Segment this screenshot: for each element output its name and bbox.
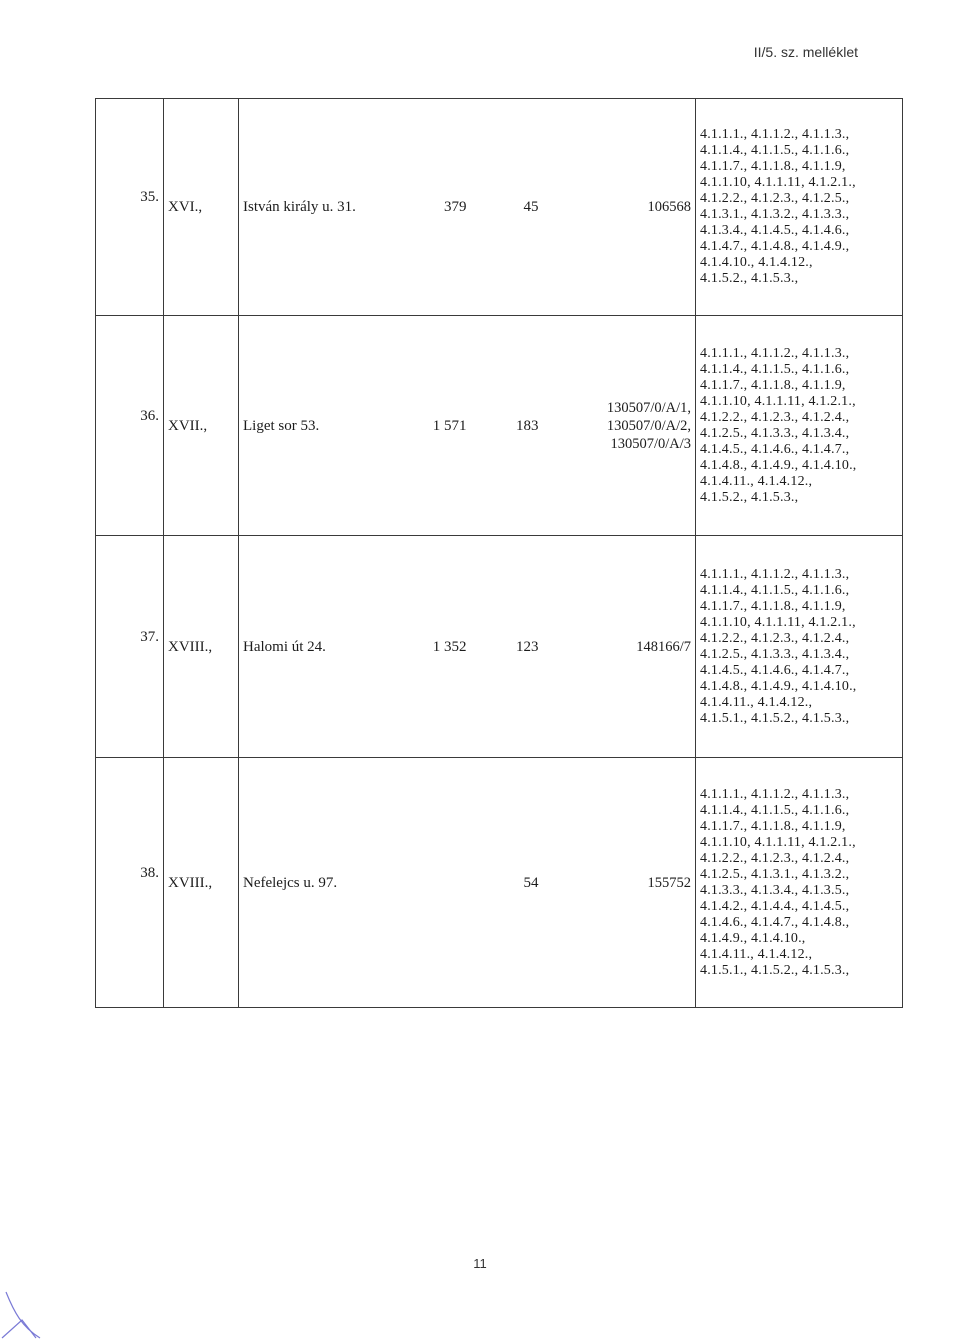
parcel-number: 130507/0/A/1, 130507/0/A/2, 130507/0/A/3 — [543, 316, 696, 536]
address: Liget sor 53. — [239, 316, 399, 536]
area: 1 352 — [399, 536, 471, 758]
property-table — [95, 98, 903, 1008]
district: XVI., — [164, 99, 239, 316]
area: 1 571 — [399, 316, 471, 536]
code-list: 4.1.1.1., 4.1.1.2., 4.1.1.3., 4.1.1.4., 4.1.1.5., 4.1.1.6., 4.1.1.7., 4.1.1.8., 4.1.1.9, 4.1.1.10, 4.1.1.11, 4.1.2.1., 4.1.2.2., 4.1.2.3., 4.1.2.4., 4.1.2.5., 4.1.3.3., 4.1.3.4., 4.1.4.5., 4.1.4.6., 4.1.4.7., 4.1.4.8., 4.1.4.9., 4.1.4.10., 4.1.4.11., 4.1.4.12., 4.1.5.1., 4.1.5.2., 4.1.5.3., — [696, 536, 903, 758]
code-list: 4.1.1.1., 4.1.1.2., 4.1.1.3., 4.1.1.4., 4.1.1.5., 4.1.1.6., 4.1.1.7., 4.1.1.8., 4.1.1.9, 4.1.1.10, 4.1.1.11, 4.1.2.1., 4.1.2.2., 4.1.2.3., 4.1.2.5., 4.1.3.1., 4.1.3.2., 4.1.3.3., 4.1.3.4., 4.1.4.5., 4.1.4.6., 4.1.4.7., 4.1.4.8., 4.1.4.9., 4.1.4.10., 4.1.4.12., 4.1.5.2., 4.1.5.3., — [696, 99, 903, 316]
page-number: 11 — [473, 1256, 487, 1271]
pen-mark — [0, 1272, 60, 1342]
parcel-number: 106568 — [543, 99, 696, 316]
table-row — [96, 316, 903, 536]
district: XVII., — [164, 316, 239, 536]
table-row — [96, 758, 903, 1008]
parcel-number: 148166/7 — [543, 536, 696, 758]
code-list: 4.1.1.1., 4.1.1.2., 4.1.1.3., 4.1.1.4., 4.1.1.5., 4.1.1.6., 4.1.1.7., 4.1.1.8., 4.1.1.9, 4.1.1.10, 4.1.1.11, 4.1.2.1., 4.1.2.2., 4.1.2.3., 4.1.2.4., 4.1.2.5., 4.1.3.1., 4.1.3.2., 4.1.3.3., 4.1.3.4., 4.1.3.5., 4.1.4.2., 4.1.4.4., 4.1.4.5., 4.1.4.6., 4.1.4.7., 4.1.4.8., 4.1.4.9., 4.1.4.10., 4.1.4.11., 4.1.4.12., 4.1.5.1., 4.1.5.2., 4.1.5.3., — [696, 758, 903, 1008]
address: István király u. 31. — [239, 99, 399, 316]
annex-label: II/5. sz. melléklet — [753, 44, 858, 60]
area: 379 — [399, 99, 471, 316]
row-number: 35. — [96, 99, 164, 316]
row-number: 38. — [96, 758, 164, 1008]
code-list: 4.1.1.1., 4.1.1.2., 4.1.1.3., 4.1.1.4., 4.1.1.5., 4.1.1.6., 4.1.1.7., 4.1.1.8., 4.1.1.9, 4.1.1.10, 4.1.1.11, 4.1.2.1., 4.1.2.2., 4.1.2.3., 4.1.2.4., 4.1.2.5., 4.1.3.3., 4.1.3.4., 4.1.4.5., 4.1.4.6., 4.1.4.7., 4.1.4.8., 4.1.4.9., 4.1.4.10., 4.1.4.11., 4.1.4.12., 4.1.5.2., 4.1.5.3., — [696, 316, 903, 536]
parcel-number: 155752 — [543, 758, 696, 1008]
address: Halomi út 24. — [239, 536, 399, 758]
row-number: 36. — [96, 316, 164, 536]
district: XVIII., — [164, 536, 239, 758]
unit-count: 54 — [471, 758, 543, 1008]
unit-count: 183 — [471, 316, 543, 536]
unit-count: 45 — [471, 99, 543, 316]
row-number: 37. — [96, 536, 164, 758]
address: Nefelejcs u. 97. — [239, 758, 399, 1008]
unit-count: 123 — [471, 536, 543, 758]
table-row — [96, 536, 903, 758]
table-row — [96, 99, 903, 316]
area — [399, 758, 471, 1008]
district: XVIII., — [164, 758, 239, 1008]
